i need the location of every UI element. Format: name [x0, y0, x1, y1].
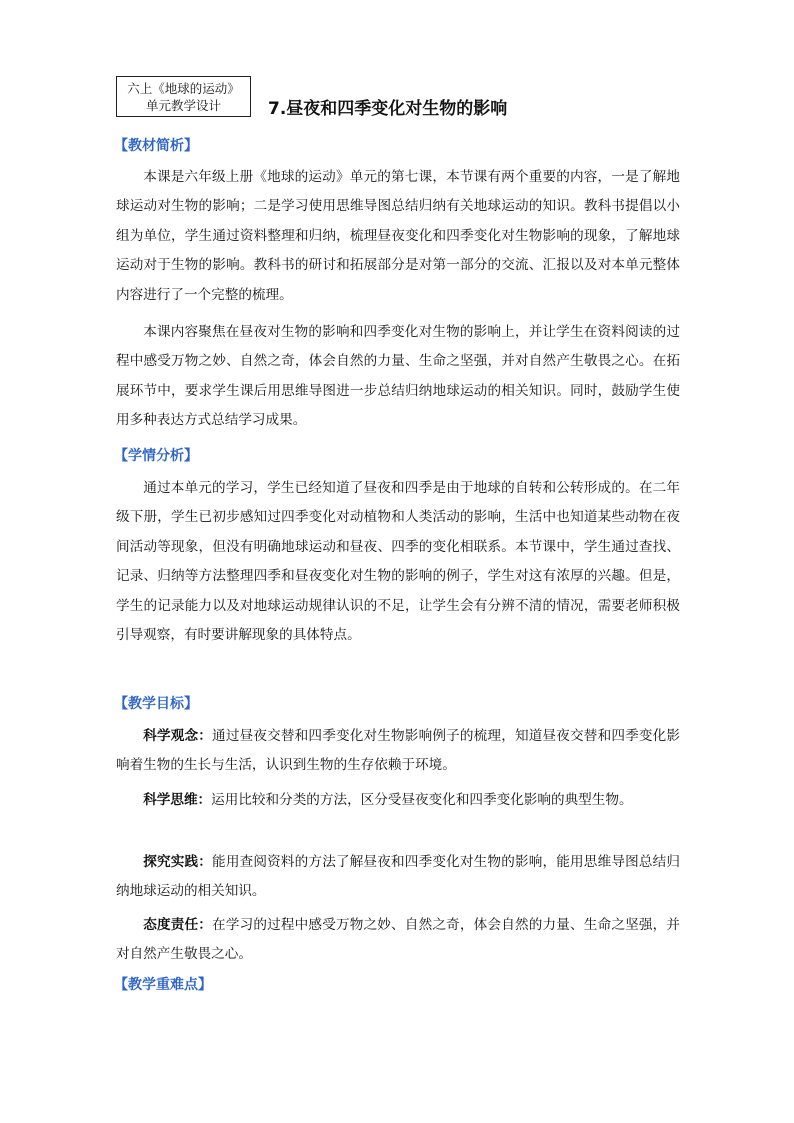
unit-label-line2: 单元教学设计 [145, 97, 221, 113]
goal-science-concept-label: 科学观念： [143, 728, 213, 744]
goal-inquiry-practice-text: 能用查阅资料的方法了解昼夜和四季变化对生物的影响，能用思维导图总结归纳地球运动的相关知识。 [116, 854, 681, 900]
textbook-paragraph-2: 本课内容聚焦在昼夜对生物的影响和四季变化对生物的影响上，并让学生在资料阅读的过程中感受万物之妙、自然之奇，体会自然的力量、生命之坚强，并对自然产生敬畏之心。在拓展环节中，要求学生课后用思维导图进一步总结归纳地球运动的相关知识。同时，鼓励学生使用多种表达方式总结学习成果。 [116, 324, 680, 429]
unit-label-box [116, 76, 251, 117]
section-heading-learner: 【学情分析】 [114, 448, 198, 464]
goal-attitude-responsibility [116, 911, 680, 970]
lesson-title: 7.昼夜和四季变化对生物的影响 [268, 99, 508, 119]
textbook-paragraph-1: 本课是六年级上册《地球的运动》单元的第七课，本节课有两个重要的内容，一是了解地球运动对生物的影响；二是学习使用思维导图总结归纳有关地球运动的知识。教科书提倡以小组为单位，学生通过资料整理和归纳，梳理昼夜变化和四季变化对生物影响的现象，了解地球运动对于生物的影响。教科书的研讨和拓展部分是对第一部分的交流、汇报以及对本单元整体内容进行了一个完整的梳理。 [116, 169, 680, 303]
goal-inquiry-practice-label: 探究实践： [143, 854, 213, 870]
goal-inquiry-practice [116, 848, 680, 907]
goal-science-thinking-text: 运用比较和分类的方法，区分受昼夜变化和四季变化影响的典型生物。 [211, 792, 633, 808]
section-heading-keypoints: 【教学重难点】 [114, 977, 212, 993]
learner-paragraph-1: 通过本单元的学习，学生已经知道了昼夜和四季是由于地球的自转和公转形成的。在二年级下册，学生已初步感知过四季变化对动植物和人类活动的影响，生活中也知道某些动物在夜间活动等现象，但没有明确地球运动和昼夜、四季的变化相联系。本节课中，学生通过查找、记录、归纳等方法整理四季和昼夜变化对生物的影响的例子，学生对这有浓厚的兴趣。但是，学生的记录能力以及对地球运动规律认识的不足，让学生会有分辨不清的情况，需要老师积极引导观察，有时要讲解现象的具体特点。 [116, 480, 680, 644]
goal-science-thinking [116, 786, 680, 815]
goal-attitude-responsibility-label: 态度责任： [143, 917, 213, 933]
goal-science-concept [116, 722, 680, 781]
section-heading-goals: 【教学目标】 [114, 696, 198, 712]
unit-label-line1: 六上《地球的运动》 [127, 80, 240, 96]
goal-science-thinking-label: 科学思维： [143, 792, 212, 808]
goal-science-concept-text: 通过昼夜交替和四季变化对生物影响例子的梳理，知道昼夜交替和四季变化影响着生物的生长与生活，认识到生物的生存依赖于环境。 [116, 728, 681, 774]
section-heading-textbook: 【教材简析】 [114, 138, 198, 154]
goal-attitude-responsibility-text: 在学习的过程中感受万物之妙、自然之奇，体会自然的力量、生命之坚强，并对自然产生敬畏之心。 [116, 917, 681, 963]
